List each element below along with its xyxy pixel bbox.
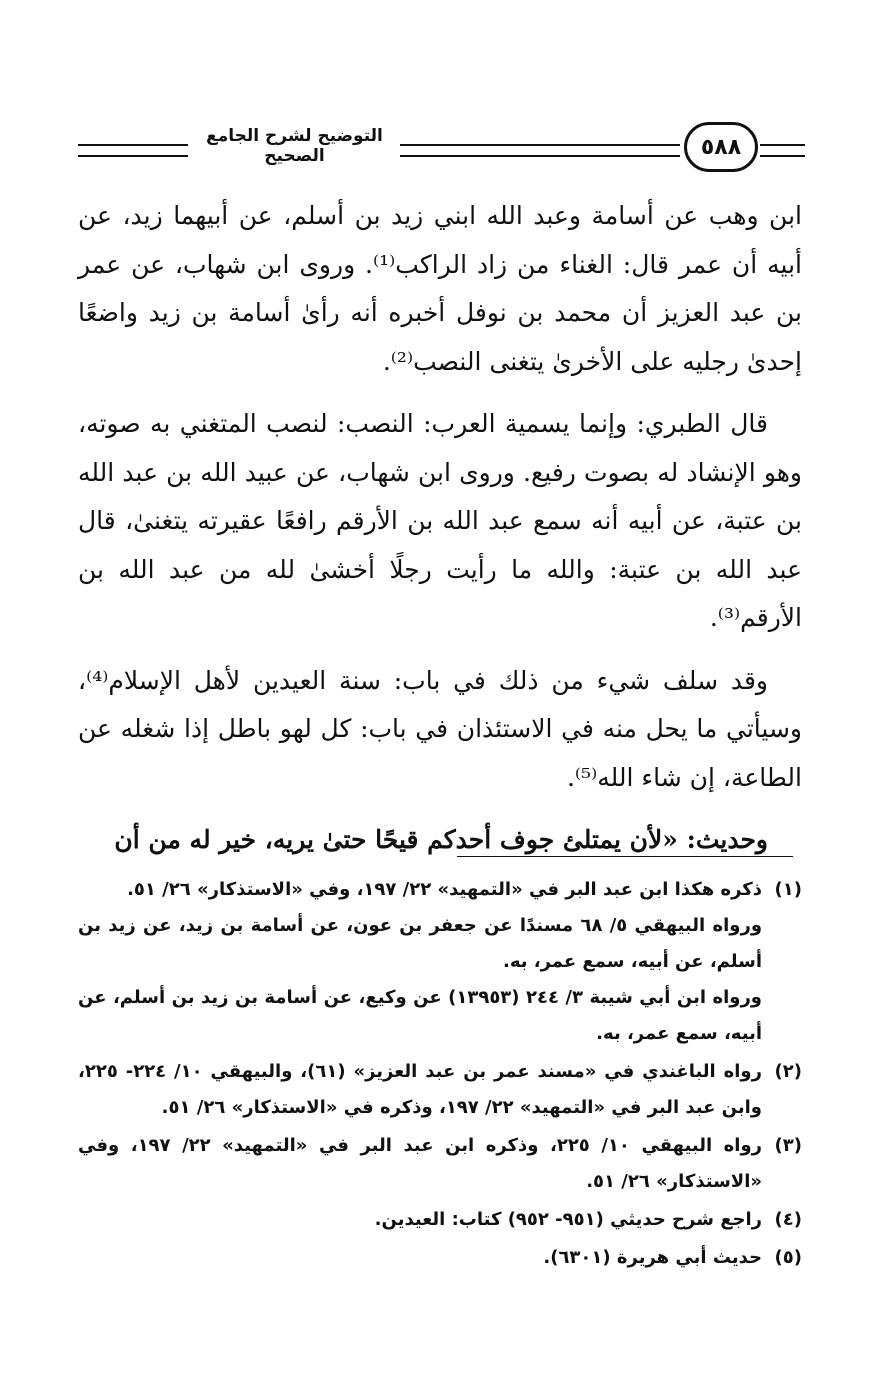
footnote-text bbox=[78, 1054, 762, 1126]
footnote-line: راجع شرح حديثي (٩٥١- ٩٥٢) كتاب: العيدين. bbox=[374, 1209, 762, 1230]
footnote-number: (١) bbox=[774, 879, 802, 900]
paragraph: وقد سلف شيء من ذلك في باب: سنة العيدين لأهل الإسلام⁽⁴⁾، وسيأتي ما يحل منه في الاستئذان في باب: كل لهو باطل إذا شغله عن الطاعة، إن شاء الله⁽⁵⁾. bbox=[78, 665, 802, 792]
footnote-line: رواه الباغندي في «مسند عمر بن عبد العزيز» (٦١)، والبيهقي ١٠/ ٢٢٤- ٢٢٥، وابن عبد البر في «التمهيد» ٢٢/ ١٩٧، وذكره في «الاستذكار» ٢٦/ ٥١. bbox=[78, 1061, 762, 1118]
footnote-number: (٢) bbox=[774, 1061, 802, 1082]
footnote-text bbox=[78, 1128, 762, 1200]
footnote bbox=[78, 1202, 802, 1238]
header-rule-middle bbox=[400, 144, 680, 157]
footnote-line: ذكره هكذا ابن عبد البر في «التمهيد» ٢٢/ ١٩٧، وفي «الاستذكار» ٢٦/ ٥١. bbox=[127, 879, 762, 900]
footnote bbox=[78, 1240, 802, 1276]
footnote-number: (٤) bbox=[774, 1209, 802, 1230]
page-number: ٥٨٨ bbox=[684, 122, 758, 172]
footnote-line: ورواه ابن أبي شيبة ٣/ ٢٤٤ (١٣٩٥٣) عن وكيع، عن أسامة بن زيد بن أسلم، عن أبيه، سمع عمر، به. bbox=[78, 987, 763, 1044]
footnote-text bbox=[78, 872, 762, 1052]
page-header bbox=[70, 120, 805, 180]
footnote-separator bbox=[457, 856, 793, 857]
header-rule-right bbox=[760, 144, 805, 157]
header-rule-left bbox=[78, 144, 188, 157]
paragraph: وحديث: «لأن يمتلئ جوف أحدكم قيحًا حتىٰ يريه، خير له من أن bbox=[114, 825, 768, 854]
footnote-text bbox=[78, 1240, 762, 1276]
footnote-number: (٥) bbox=[774, 1247, 802, 1268]
footnotes bbox=[78, 872, 802, 1278]
main-text bbox=[78, 192, 802, 879]
paragraph: قال الطبري: وإنما يسمية العرب: النصب: لنصب المتغني به صوته، وهو الإنشاد له بصوت رفيع. وروى ابن شهاب، عن عبيد الله بن عبد الله بن عتبة، عن أبيه أنه سمع عبد الله بن الأرقم رافعًا عقيرته يتغنىٰ، قال عبد الله بن عتبة: والله ما رأيت رجلًا أخشىٰ لله من عبد الله بن الأرقم⁽³⁾. bbox=[78, 409, 802, 632]
footnote bbox=[78, 1128, 802, 1200]
paragraph: ابن وهب عن أسامة وعبد الله ابني زيد بن أسلم، عن أبيهما زيد، عن أبيه أن عمر قال: الغناء من زاد الراكب⁽¹⁾. وروى ابن شهاب، عن عمر بن عبد العزيز أن محمد بن نوفل أخبره أنه رأىٰ أسامة بن زيد واضعًا إحدىٰ رجليه على الأخرىٰ يتغنى النصب⁽²⁾. bbox=[78, 201, 802, 376]
footnote-line: رواه البيهقي ١٠/ ٢٢٥، وذكره ابن عبد البر في «التمهيد» ٢٢/ ١٩٧، وفي «الاستذكار» ٢٦/ ٥١. bbox=[78, 1135, 763, 1192]
running-title: التوضيح لشرح الجامع الصحيح bbox=[206, 126, 383, 166]
footnote bbox=[78, 872, 802, 1052]
footnote-number: (٣) bbox=[774, 1135, 802, 1156]
footnote bbox=[78, 1054, 802, 1126]
footnote-line: حديث أبي هريرة (٦٣٠١). bbox=[543, 1247, 762, 1268]
footnote-text bbox=[78, 1202, 762, 1238]
footnote-line: ورواه البيهقي ٥/ ٦٨ مسندًا عن جعفر بن عون، عن أسامة بن زيد، عن زيد بن أسلم، عن أبيه، سمع عمر، به. bbox=[78, 915, 763, 972]
